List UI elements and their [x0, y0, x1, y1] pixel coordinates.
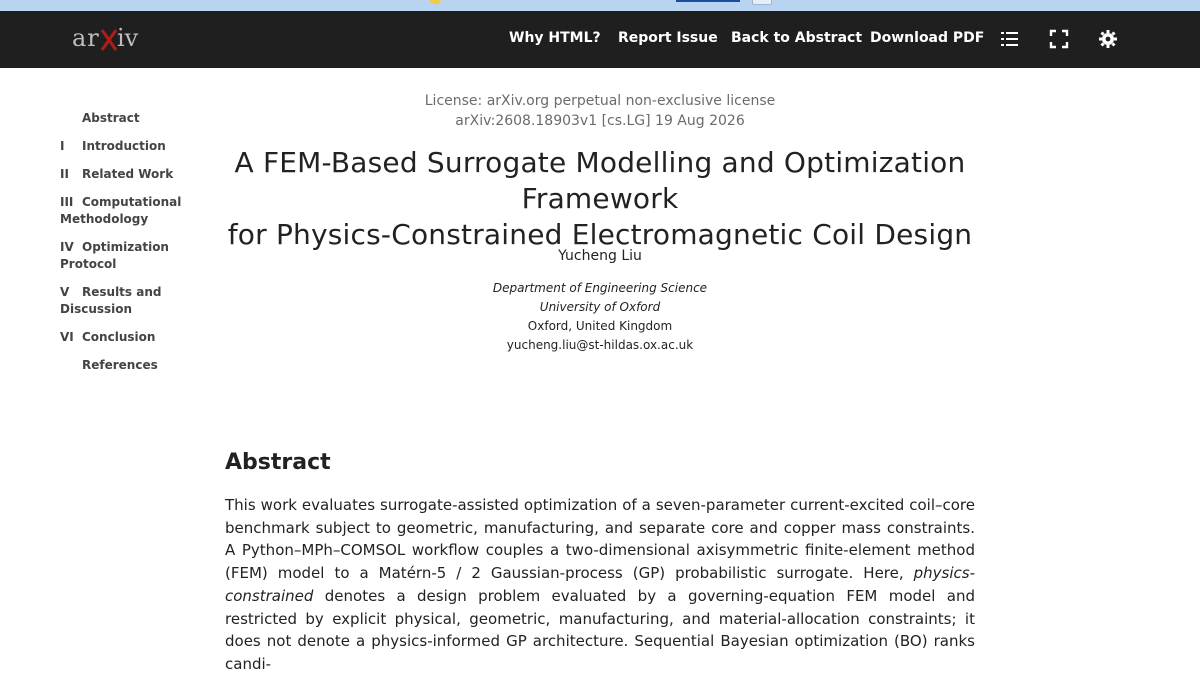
svg-text:ar: ar [72, 24, 100, 52]
abstract-heading: Abstract [225, 450, 331, 475]
toc-item-results-and-discussion[interactable] [60, 284, 220, 318]
toc-item-conclusion[interactable] [60, 329, 220, 346]
table-of-contents [60, 110, 220, 385]
arxiv-logo-icon [72, 24, 142, 54]
toc-number: II [60, 167, 69, 181]
paper-license-header [300, 91, 900, 131]
fullscreen-icon[interactable] [1048, 28, 1070, 50]
back-to-abstract-link[interactable]: Back to Abstract [731, 30, 863, 46]
toc-item-optimization-protocol[interactable] [60, 239, 220, 273]
title-line-1: A FEM-Based Surrogate Modelling and Optimization Framework [234, 146, 966, 215]
paper-title [225, 145, 975, 253]
university: University of Oxford [539, 300, 661, 314]
location: Oxford, United Kingdom [527, 319, 673, 333]
banner-emoji-icon [428, 0, 442, 4]
toc-label: Conclusion [82, 330, 156, 344]
toc-label: Computational Methodology [60, 195, 182, 226]
author-email: yucheng.liu@st-hildas.ox.ac.uk [506, 338, 694, 352]
why-html-link[interactable]: Why HTML? [509, 30, 601, 46]
department: Department of Engineering Science [492, 281, 708, 295]
toc-label: Results and Discussion [60, 285, 162, 316]
toc-label: Optimization Protocol [60, 240, 169, 271]
toc-number: III [60, 195, 74, 209]
download-pdf-link[interactable]: Download PDF [870, 30, 985, 46]
toc-item-related-work[interactable] [60, 166, 220, 183]
top-navbar [0, 11, 1200, 68]
report-issue-link[interactable]: Report Issue [618, 30, 718, 46]
toc-label: Abstract [82, 111, 140, 125]
banner-close-button[interactable] [752, 0, 772, 5]
toc-number: V [60, 285, 70, 299]
list-icon[interactable] [999, 28, 1021, 50]
author-name: Yucheng Liu [558, 248, 642, 264]
toc-item-abstract[interactable] [60, 110, 220, 127]
arxiv-identifier: arXiv:2608.18903v1 [cs.LG] 19 Aug 2026 [455, 113, 745, 129]
toc-item-introduction[interactable] [60, 138, 220, 155]
title-line-2: for Physics-Constrained Electromagnetic Coil Design [227, 218, 973, 251]
abstract-emphasis: physics-constrained [225, 564, 975, 605]
theme-gear-icon[interactable] [1097, 28, 1119, 50]
toc-number: I [60, 139, 65, 153]
author-affiliation [400, 279, 800, 355]
abstract-text-part-2: denotes a design problem evaluated by a governing-equation FEM model and restricted by explicit physical, geometric, manufacturing, and material-allocation constraints; it does not denote a physics-informed GP architecture. Sequential Bayesian optimization (BO) ranks candi- [225, 586, 975, 673]
toc-label: Introduction [82, 139, 166, 153]
toc-label: Related Work [82, 167, 174, 181]
abstract-text-part-1: This work evaluates surrogate-assisted optimization of a seven-parameter current-excited coil–core benchmark subject to geometric, manufacturing, and separate core and copper mass constraints. A Python–MPh–COMSOL workflow couples a two-dimensional axisymmetric finite-element method (FEM) model to a Matérn-5 / 2 Gaussian-process (GP) probabilistic surrogate. Here, [225, 496, 975, 583]
banner-link[interactable] [676, 0, 740, 2]
toc-number: VI [60, 330, 74, 344]
announcement-banner [0, 0, 1200, 11]
svg-text:iv: iv [117, 24, 139, 52]
toc-label: References [82, 358, 158, 372]
toc-item-references[interactable] [60, 357, 220, 374]
toc-item-computational-methodology[interactable] [60, 194, 220, 228]
abstract-body [225, 494, 975, 676]
license-text: License: arXiv.org perpetual non-exclusive license [424, 93, 776, 109]
toc-number: IV [60, 240, 74, 254]
arxiv-logo[interactable] [72, 24, 142, 54]
